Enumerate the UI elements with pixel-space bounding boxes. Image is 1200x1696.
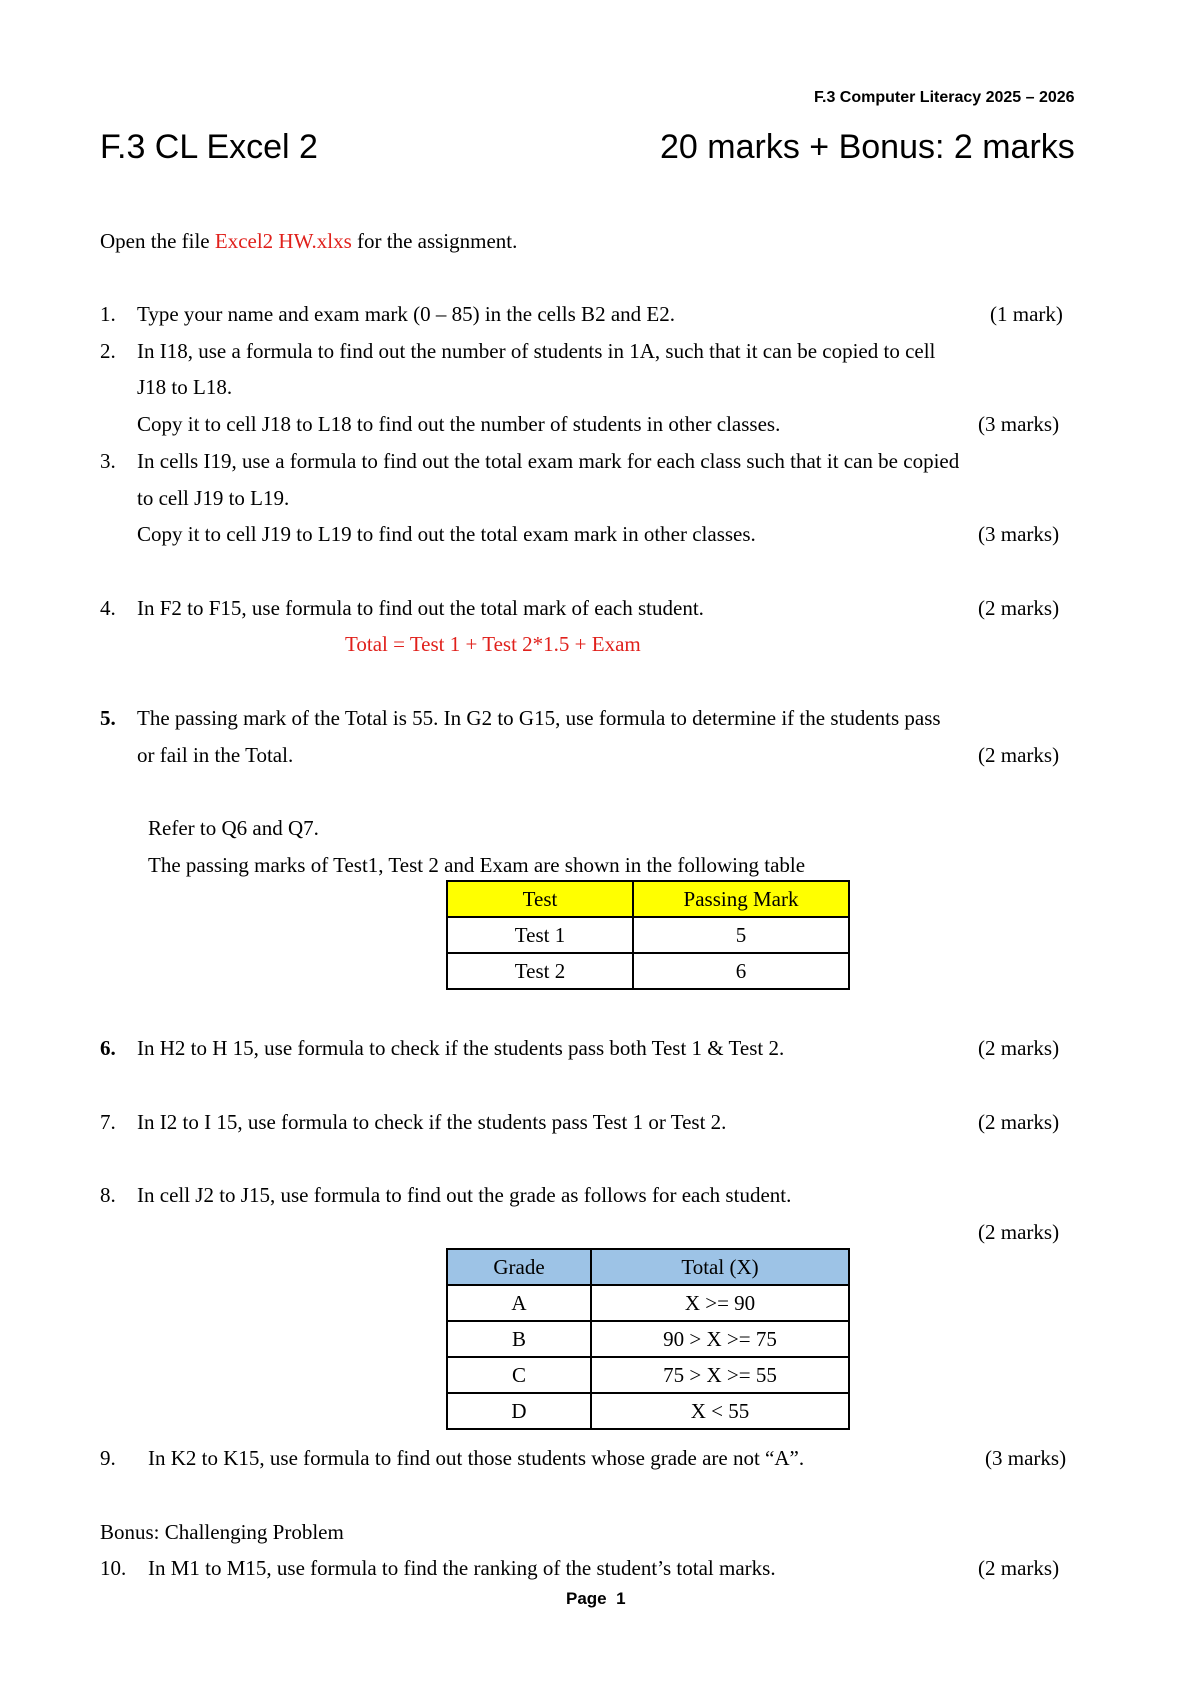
question-text: Copy it to cell J19 to L19 to find out the total exam mark in other classes.	[137, 522, 756, 546]
question-marks: (2 marks)	[978, 743, 1060, 767]
table-header-cell: Grade	[447, 1249, 591, 1285]
intro-before: Open the file	[100, 229, 215, 253]
intro-line	[100, 229, 517, 253]
table-header-cell: Passing Mark	[633, 881, 849, 917]
table-cell: X >= 90	[591, 1285, 849, 1321]
table-cell: 75 > X >= 55	[591, 1357, 849, 1393]
question-text: In H2 to H 15, use formula to check if the students pass both Test 1 & Test 2.	[137, 1036, 785, 1060]
question-text: In I2 to I 15, use formula to check if the students pass Test 1 or Test 2.	[137, 1110, 727, 1134]
question-number: 7.	[100, 1110, 116, 1134]
table-header-row	[447, 1249, 849, 1285]
intro-after: for the assignment.	[351, 229, 518, 253]
question-text: In cells I19, use a formula to find out the total exam mark for each class such that it can be copied	[137, 449, 960, 473]
table-cell: Test 1	[447, 917, 633, 953]
table-row	[447, 1285, 849, 1321]
question-marks: (3 marks)	[985, 1446, 1067, 1470]
table-cell: 90 > X >= 75	[591, 1321, 849, 1357]
question-marks: (2 marks)	[978, 596, 1060, 620]
table-header-row	[447, 881, 849, 917]
course-header: F.3 Computer Literacy 2025 – 2026	[814, 89, 1075, 106]
page-number: Page 1	[566, 1589, 626, 1608]
table-row	[447, 1357, 849, 1393]
table-cell: X < 55	[591, 1393, 849, 1429]
question-text: J18 to L18.	[137, 375, 233, 399]
question-number: 4.	[100, 596, 116, 620]
total-formula: Total = Test 1 + Test 2*1.5 + Exam	[345, 632, 641, 656]
question-number: 5.	[100, 706, 116, 730]
file-name: Excel2 HW.xlxs	[214, 229, 352, 253]
question-number: 6.	[100, 1036, 116, 1060]
table-cell: C	[447, 1357, 591, 1393]
question-marks: (2 marks)	[978, 1110, 1060, 1134]
table-cell: Test 2	[447, 953, 633, 989]
table-row	[447, 1321, 849, 1357]
passing-mark-table	[446, 880, 850, 990]
question-text: to cell J19 to L19.	[137, 486, 290, 510]
page-title: F.3 CL Excel 2	[100, 128, 318, 166]
question-text: In F2 to F15, use formula to find out the total mark of each student.	[137, 596, 704, 620]
question-number: 2.	[100, 339, 116, 363]
question-text: In K2 to K15, use formula to find out those students whose grade are not “A”.	[148, 1446, 805, 1470]
question-number: 8.	[100, 1183, 116, 1207]
grade-table	[446, 1248, 850, 1430]
question-number: 1.	[100, 302, 116, 326]
question-text: Type your name and exam mark (0 – 85) in the cells B2 and E2.	[137, 302, 675, 326]
question-text: The passing mark of the Total is 55. In G2 to G15, use formula to determine if the students pass	[137, 706, 941, 730]
question-text: In I18, use a formula to find out the number of students in 1A, such that it can be copied to cell	[137, 339, 936, 363]
question-text: Copy it to cell J18 to L18 to find out the number of students in other classes.	[137, 412, 781, 436]
table-row	[447, 1393, 849, 1429]
table-cell: 6	[633, 953, 849, 989]
question-marks: (2 marks)	[978, 1036, 1060, 1060]
question-text: or fail in the Total.	[137, 743, 294, 767]
refer-line-2: The passing marks of Test1, Test 2 and Exam are shown in the following table	[148, 853, 806, 877]
table-header-cell: Test	[447, 881, 633, 917]
table-cell: A	[447, 1285, 591, 1321]
question-marks: (2 marks)	[978, 1556, 1060, 1580]
question-text: In M1 to M15, use formula to find the ranking of the student’s total marks.	[148, 1556, 776, 1580]
table-header-cell: Total (X)	[591, 1249, 849, 1285]
table-cell: B	[447, 1321, 591, 1357]
question-number: 10.	[100, 1556, 127, 1580]
question-number: 9.	[100, 1446, 116, 1470]
question-marks: (2 marks)	[978, 1220, 1060, 1244]
table-cell: D	[447, 1393, 591, 1429]
total-marks: 20 marks + Bonus: 2 marks	[660, 128, 1075, 166]
question-text: In cell J2 to J15, use formula to find out the grade as follows for each student.	[137, 1183, 792, 1207]
table-row	[447, 917, 849, 953]
table-row	[447, 953, 849, 989]
question-marks: (3 marks)	[978, 522, 1060, 546]
question-marks: (3 marks)	[978, 412, 1060, 436]
question-number: 3.	[100, 449, 116, 473]
refer-line-1: Refer to Q6 and Q7.	[148, 816, 319, 840]
table-cell: 5	[633, 917, 849, 953]
bonus-label: Bonus: Challenging Problem	[100, 1520, 344, 1544]
question-marks: (1 mark)	[990, 302, 1063, 326]
